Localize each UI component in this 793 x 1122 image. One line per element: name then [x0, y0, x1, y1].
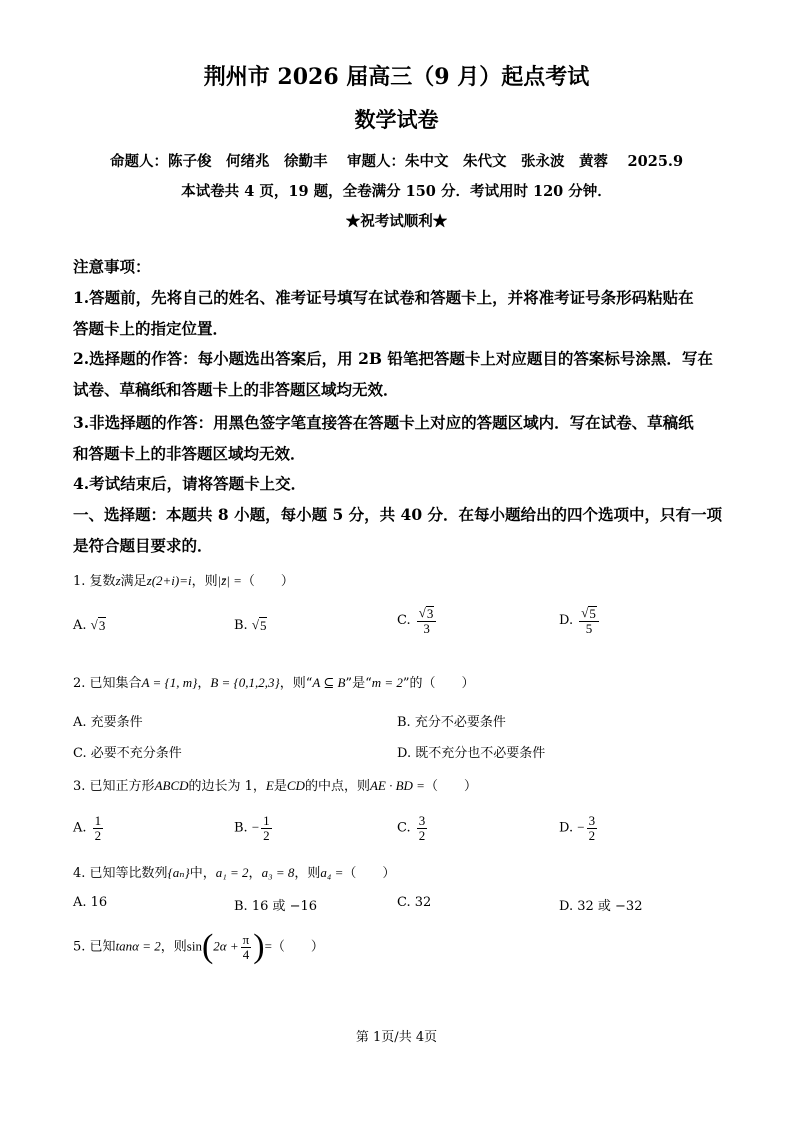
- denominator: 4: [242, 946, 250, 962]
- q4-option-a: A. 16: [73, 895, 108, 910]
- numerator: 3: [418, 813, 426, 828]
- notes-heading: 注意事项：: [73, 257, 151, 276]
- answer-paren: （ ）: [424, 779, 477, 794]
- q2-option-b: B. 充分不必要条件: [397, 715, 506, 730]
- fraction: [417, 814, 428, 842]
- stem-text: 已知正方形: [89, 779, 155, 794]
- option-label: D.: [559, 613, 574, 629]
- question-3-stem: [73, 775, 477, 794]
- math-expression: z(2+i)=i: [146, 573, 192, 588]
- math-expression: tanα = 2: [115, 938, 161, 954]
- q3-option-b: [234, 814, 274, 842]
- q3-option-c: [397, 814, 429, 842]
- stem-text: 已知集合: [89, 676, 142, 691]
- numerator: 3: [588, 813, 596, 828]
- q3-option-a: [73, 814, 105, 842]
- fraction: [417, 606, 437, 635]
- fraction: [261, 814, 272, 842]
- question-number: 5.: [73, 939, 86, 955]
- exam-wish: ★祝考试顺利★: [345, 213, 448, 230]
- q4-option-d: D. 32 或 −32: [559, 899, 643, 914]
- left-paren: (: [201, 928, 214, 965]
- question-1-stem: [73, 570, 294, 589]
- section-heading-line2: 是符合题目要求的．: [73, 536, 213, 555]
- q4-option-b: B. 16 或 −16: [234, 899, 318, 914]
- note-2a: 2.选择题的作答：每小题选出答案后，用 2B 铅笔把答题卡上对应题目的答案标号涂黑．写在: [73, 349, 713, 368]
- answer-paren: （ ）: [343, 866, 396, 881]
- exam-subject: 数学试卷: [354, 107, 439, 132]
- stem-text: ，则: [191, 574, 218, 589]
- minus-sign: −: [577, 819, 585, 835]
- stem-text: ”的（ ）: [402, 676, 475, 691]
- answer-paren: （ ）: [241, 574, 294, 589]
- stem-text: ，则: [294, 866, 321, 881]
- stem-text: 的边长为 1，: [188, 779, 266, 794]
- numerator: 1: [263, 813, 270, 828]
- radicand: 3: [426, 606, 434, 621]
- math-expression: m = 2: [371, 675, 403, 690]
- stem-text: 满足: [120, 574, 147, 589]
- option-label: B.: [234, 618, 248, 633]
- vector-expression: AE · BD =: [369, 778, 425, 793]
- math-expression: {aₙ}: [167, 865, 190, 880]
- math-expression: a₄ =: [320, 865, 344, 880]
- option-label: A.: [73, 820, 87, 836]
- math-expression: a₁ = 2: [215, 865, 249, 880]
- math-expression: 2α +: [213, 938, 239, 954]
- stem-text: 已知: [89, 939, 116, 955]
- numerator: √ 3: [417, 606, 437, 622]
- q1-option-d: [559, 606, 601, 635]
- q2-option-d: D. 既不充分也不必要条件: [397, 746, 546, 761]
- question-number: 3.: [73, 779, 86, 794]
- math-expression: B = {0,1,2,3}: [210, 675, 280, 690]
- note-2b: 试卷、草稿纸和答题卡上的非答题区域均无效．: [73, 380, 399, 399]
- sqrt-expression: √ 5: [251, 617, 267, 633]
- question-number: 2.: [73, 676, 86, 691]
- denominator: 3: [423, 620, 430, 636]
- section-heading-line1: 一、选择题：本题共 8 小题，每小题 5 分，共 40 分．在每小题给出的四个选项中，只有一项: [73, 505, 723, 524]
- fraction: [579, 606, 599, 635]
- numerator: 1: [94, 813, 102, 828]
- stem-text: 已知等比数列: [89, 866, 168, 881]
- question-number: 1.: [73, 574, 86, 589]
- q2-option-a: A. 充要条件: [73, 715, 143, 730]
- question-number: 4.: [73, 866, 86, 881]
- fraction: [93, 814, 104, 842]
- math-var: CD: [286, 778, 305, 793]
- option-label: C.: [397, 820, 411, 836]
- stem-text: ，则: [160, 939, 187, 955]
- sin-function: sin: [186, 938, 202, 954]
- q1-option-a: [73, 617, 106, 634]
- numerator: √ 5: [579, 606, 599, 622]
- q4-option-c: C. 32: [397, 895, 432, 910]
- denominator: 2: [263, 827, 270, 843]
- question-5-stem: [73, 928, 324, 966]
- math-var: z: [115, 573, 121, 588]
- fraction: [587, 814, 598, 842]
- sqrt-expression: √ 3: [90, 617, 106, 633]
- exam-info: 本试卷共 4 页，19 题，全卷满分 150 分．考试用时 120 分钟．: [181, 183, 612, 200]
- stem-text: 中，: [189, 866, 216, 881]
- math-expression: A ⊆ B: [312, 675, 346, 690]
- note-3b: 和答题卡上的非答题区域均无效．: [73, 444, 306, 463]
- option-label: C.: [397, 613, 411, 629]
- exam-title: 荆州市 2026 届高三（9 月）起点考试: [203, 64, 590, 90]
- math-expression: a₃ = 8: [261, 865, 295, 880]
- note-1b: 答题卡上的指定位置．: [73, 319, 229, 338]
- q1-option-b: [234, 617, 267, 634]
- answer-paren: （ ）: [271, 939, 324, 955]
- q1-option-c: [397, 606, 438, 635]
- right-paren: ): [253, 928, 265, 965]
- option-label: A.: [73, 618, 87, 633]
- math-expression: A = {1, m}: [141, 675, 198, 690]
- stem-text: 的中点，则: [304, 779, 370, 794]
- q2-option-c: C. 必要不充分条件: [73, 746, 182, 761]
- stem-text: ”是“: [345, 676, 372, 691]
- equals-sign: =: [264, 938, 272, 954]
- stem-text: ，: [248, 866, 262, 881]
- note-4: 4.考试结束后，请将答题卡上交．: [73, 474, 307, 493]
- math-var: ABCD: [154, 778, 189, 793]
- stem-text: ，: [197, 676, 211, 691]
- math-var: E: [265, 778, 274, 793]
- denominator: 2: [94, 827, 102, 843]
- question-2-stem: [73, 672, 475, 691]
- radicand: 3: [98, 618, 106, 633]
- numerator: π: [242, 931, 250, 947]
- radicand: 5: [589, 606, 596, 621]
- q3-option-d: [559, 814, 599, 842]
- stem-text: ，则“: [279, 676, 313, 691]
- page-footer: 第 1页/共 4页: [355, 1030, 438, 1045]
- note-1a: 1.答题前，先将自己的姓名、准考证号填写在试卷和答题卡上，并将准考证号条形码粘贴在: [73, 288, 694, 307]
- denominator: 5: [585, 620, 593, 636]
- fraction: [241, 933, 252, 961]
- math-expression: |z̄| =: [217, 573, 242, 588]
- stem-text: 是: [273, 779, 287, 794]
- exam-authors: 命题人：陈子俊 何绪兆 徐勤丰 审题人：朱中文 朱代文 张永波 黄蓉 2025.9: [109, 153, 684, 170]
- option-label: D.: [559, 820, 574, 836]
- option-label: B.: [234, 820, 248, 836]
- question-4-stem: [73, 862, 395, 881]
- minus-sign: −: [251, 819, 260, 835]
- radicand: 5: [259, 618, 267, 633]
- stem-text: 复数: [89, 574, 116, 589]
- note-3a: 3.非选择题的作答：用黑色签字笔直接答在答题卡上对应的答题区域内．写在试卷、草稿纸: [73, 413, 694, 432]
- denominator: 2: [588, 827, 596, 843]
- denominator: 2: [418, 827, 426, 843]
